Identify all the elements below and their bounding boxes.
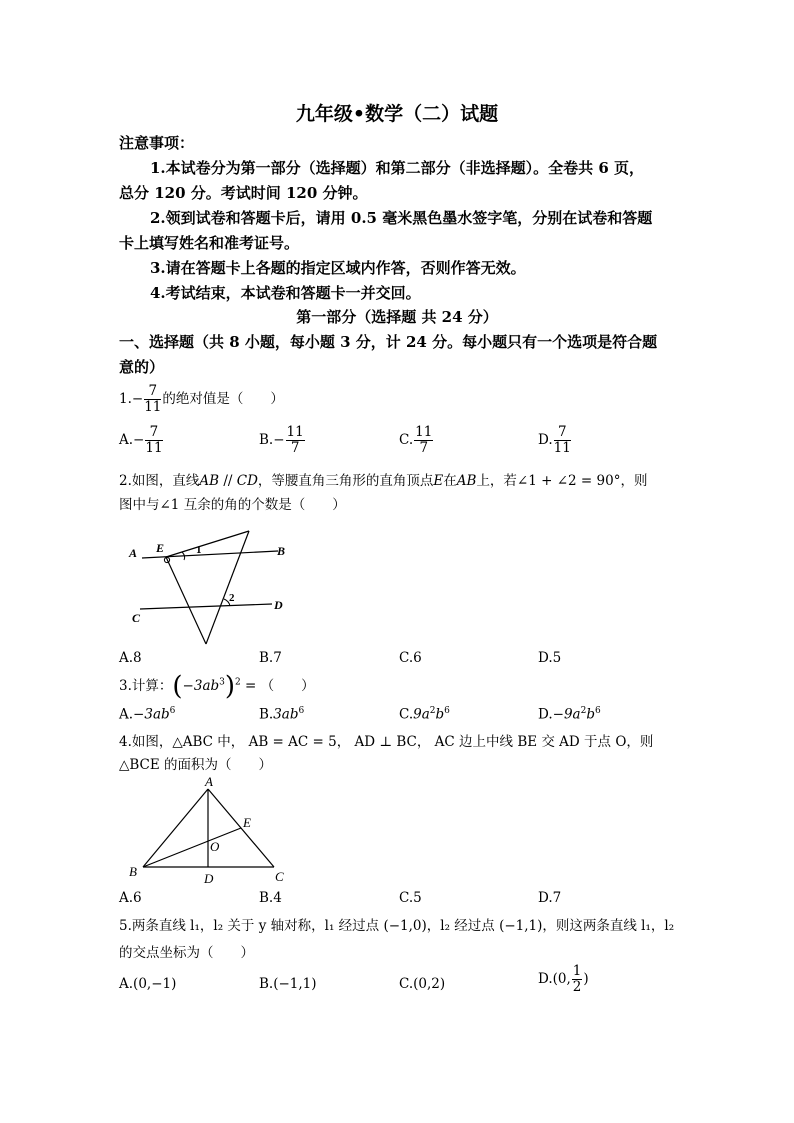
q2-figure	[120, 525, 300, 650]
q2-option-b[interactable]: B.7	[259, 650, 282, 666]
notice-item-2-cont: 卡上填写姓名和准考证号。	[119, 234, 300, 252]
q1-option-d[interactable]: D. $\frac{7}{11}$	[538, 424, 571, 456]
q4-option-c[interactable]: C.5	[399, 890, 422, 906]
label-o: O	[210, 839, 220, 854]
q5-option-d[interactable]: D.(0, $\frac{1}{2}$ )	[538, 963, 589, 995]
q3-option-d[interactable]: $D.-9a^2b^6$	[538, 706, 601, 723]
q2-option-c[interactable]: C.6	[399, 650, 422, 666]
q5-line2: 的交点坐标为（ ）	[119, 945, 254, 961]
q4-line1: 4.如图，△ABC 中， AB = AC = 5， AD ⊥ BC， AC 边上中线 BE 交 AD 于点 O，则	[119, 734, 654, 750]
q5-option-c[interactable]: C.(0,2)	[399, 976, 446, 992]
q1-text: 的绝对值是（ ）	[162, 391, 284, 407]
label-e: E	[243, 815, 251, 830]
q4-line2: △BCE 的面积为（ ）	[119, 757, 273, 773]
section-heading-line2: 意的）	[119, 358, 165, 376]
label-b: B	[277, 544, 286, 558]
q5-option-b[interactable]: B.(−1,1)	[259, 976, 317, 992]
q5-line1: 5.两条直线 l₁，l₂ 关于 y 轴对称，l₁ 经过点 (−1,0)，l₂ 经过点 (−1,1)，则这两条直线 l₁，l₂	[119, 918, 675, 934]
notice-item-1-cont: 总分 120 分。考试时间 120 分钟。	[119, 184, 368, 202]
label-c: C	[275, 869, 284, 884]
q2-line2: 图中与∠1 互余的角的个数是（ ）	[119, 497, 346, 513]
section-heading-line1: 一、选择题（共 8 小题，每小题 3 分，计 24 分。每小题只有一个选项是符合题	[119, 333, 658, 351]
exam-title: 九年级•数学（二）试题	[295, 103, 499, 125]
label-d: D	[274, 598, 283, 612]
notice-item-3: 3.请在答题卡上各题的指定区域内作答，否则作答无效。	[150, 259, 526, 277]
label-d: D	[204, 871, 214, 886]
part1-heading: 第一部分（选择题 共 24 分）	[296, 308, 498, 326]
q4-option-b[interactable]: B.4	[259, 890, 282, 906]
triangle-side-2	[206, 531, 249, 644]
q2-option-d[interactable]: D.5	[538, 650, 562, 666]
label-c: C	[132, 611, 141, 625]
q3-option-a[interactable]: $A.-3ab^6$	[119, 706, 176, 723]
side-ab	[143, 789, 208, 867]
notice-heading: 注意事项：	[119, 134, 195, 152]
q1-denominator: 11	[144, 399, 162, 415]
notice-item-4: 4.考试结束，本试卷和答题卡一并交回。	[150, 284, 421, 302]
q1-option-b[interactable]: B.− $\frac{11}{7}$	[259, 424, 304, 456]
q1-number: 1.	[119, 391, 132, 407]
median-be	[143, 828, 241, 867]
label-1: 1	[196, 544, 202, 556]
triangle-side-3	[166, 557, 206, 644]
q1-option-c[interactable]: C. $\frac{11}{7}$	[399, 424, 433, 456]
q1-numerator: 7	[144, 384, 161, 400]
notice-item-1: 1.本试卷分为第一部分（选择题）和第二部分（非选择题）。全卷共 6 页，	[150, 159, 645, 177]
question-3: 3.计算：$(-3ab^3)^2$ = （ ）	[119, 671, 315, 702]
q4-option-a[interactable]: A.6	[119, 890, 142, 906]
q5-option-a[interactable]: A.(0,−1)	[119, 976, 177, 992]
label-b: B	[129, 864, 137, 879]
q3-option-c[interactable]: $C.9a^2b^6$	[399, 706, 450, 723]
label-2: 2	[229, 592, 235, 604]
notice-item-2: 2.领到试卷和答题卡后，请用 0.5 毫米黑色墨水签字笔，分别在试卷和答题	[150, 209, 653, 227]
q2-option-a[interactable]: A.8	[119, 650, 142, 666]
question-1	[119, 384, 284, 415]
line-cd	[140, 604, 272, 609]
q1-fraction	[144, 384, 161, 415]
label-a: A	[205, 774, 213, 789]
label-e: E	[156, 541, 165, 555]
q4-option-d[interactable]: D.7	[538, 890, 562, 906]
label-a: A	[129, 546, 138, 560]
q2-line1: 2.如图，直线AB // CD，等腰直角三角形的直角顶点E在AB上，若∠1 + ∠2 = 90°，则	[119, 473, 648, 489]
q4-figure	[120, 772, 300, 890]
q1-option-a[interactable]: A.− $\frac{7}{11}$	[119, 424, 163, 456]
q1-minus: −	[131, 391, 144, 407]
q3-option-b[interactable]: $B.3ab^6$	[259, 706, 305, 723]
